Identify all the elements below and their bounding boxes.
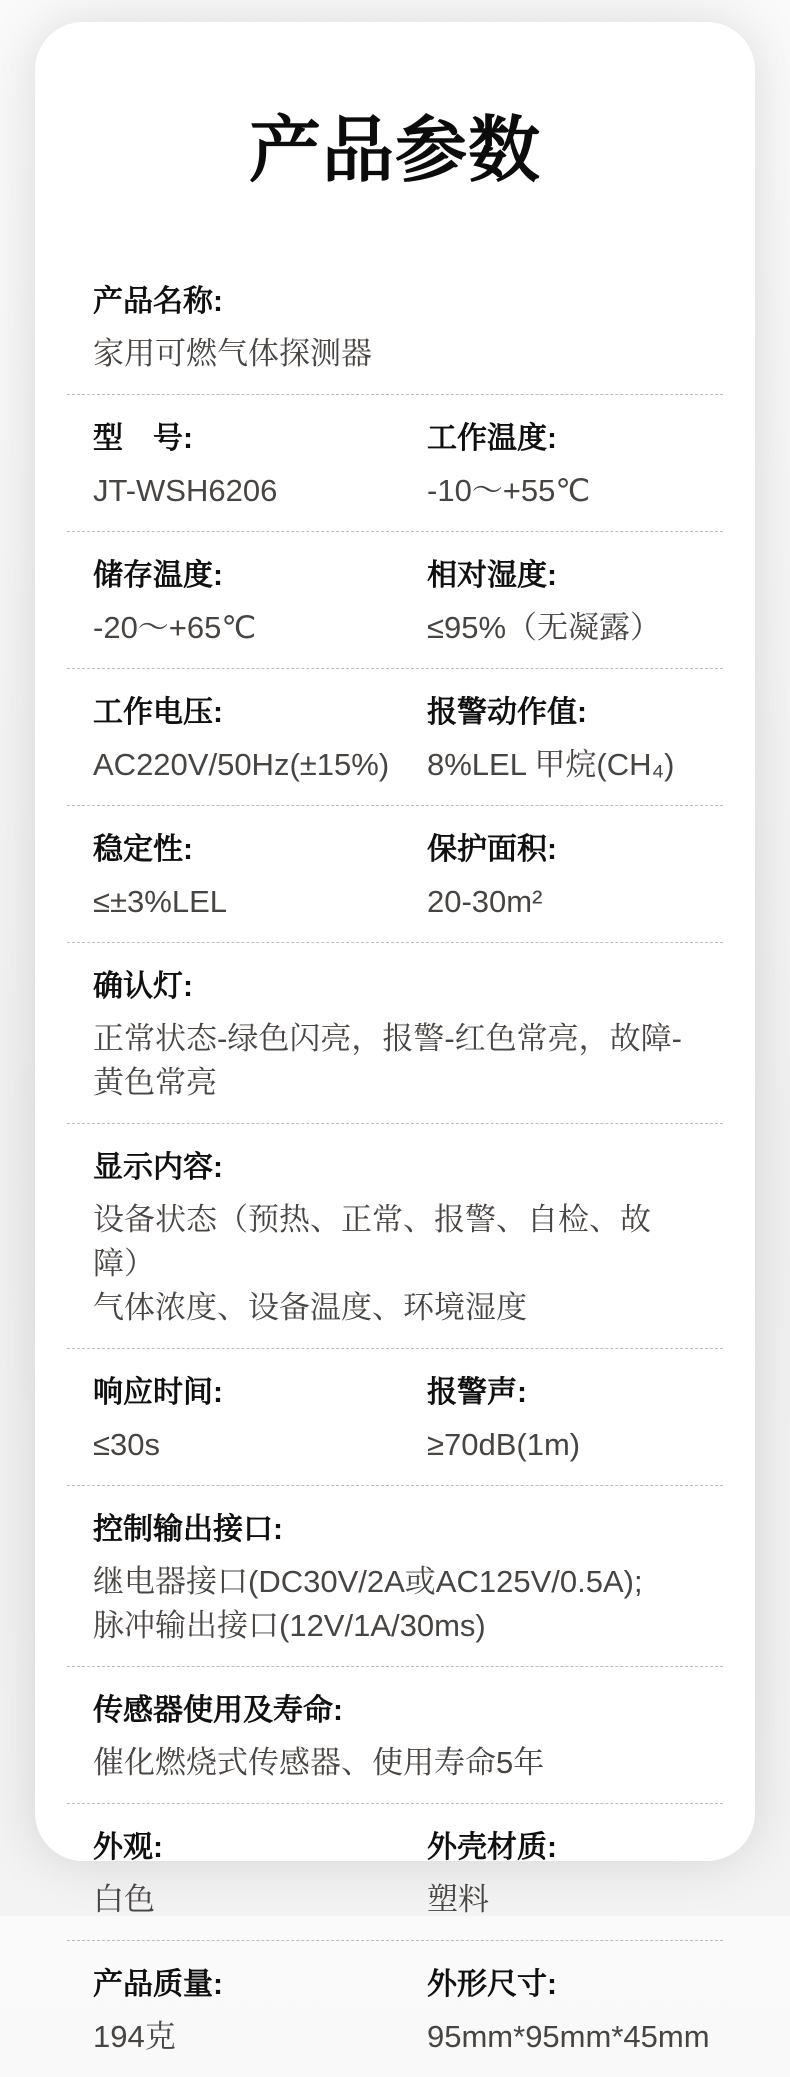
spec-cell <box>427 1967 710 2059</box>
spec-value: 20-30m² <box>427 884 543 919</box>
spec-row-storagetemp-humidity <box>67 532 723 669</box>
spec-label: 相对湿度: <box>427 559 557 592</box>
spec-cell <box>93 284 697 376</box>
spec-value: AC220V/50Hz(±15%) <box>93 747 390 782</box>
spec-label: 稳定性: <box>93 833 193 866</box>
spec-cell <box>427 695 697 787</box>
spec-cell <box>427 558 697 650</box>
spec-row-product-name <box>67 284 723 395</box>
spec-cell <box>93 1512 697 1648</box>
spec-label: 报警声: <box>427 1376 527 1409</box>
spec-row-display-content <box>67 1124 723 1349</box>
spec-value: ≤±3%LEL <box>93 884 227 919</box>
spec-row-indicator-light <box>67 943 723 1124</box>
spec-value: 194克 <box>93 2019 176 2054</box>
spec-cell <box>427 1375 697 1467</box>
spec-label: 外形尺寸: <box>427 1968 557 2001</box>
spec-cell <box>93 1375 427 1467</box>
spec-label: 工作温度: <box>427 422 557 455</box>
spec-label: 控制输出接口: <box>93 1513 283 1546</box>
spec-row-response-alarmsound <box>67 1349 723 1486</box>
spec-value-line: 设备状态（预热、正常、报警、自检、故障） <box>93 1202 651 1281</box>
spec-cell <box>93 695 427 787</box>
spec-row-appearance-material <box>67 1804 723 1941</box>
spec-value-line: 气体浓度、设备温度、环境湿度 <box>93 1290 527 1325</box>
spec-value: 塑料 <box>427 1882 489 1917</box>
spec-value: -10～+55℃ <box>427 473 591 508</box>
spec-cell <box>427 1830 697 1922</box>
page-title: 产品参数 <box>248 111 541 191</box>
spec-value: 白色 <box>93 1882 155 1917</box>
spec-label: 产品名称: <box>93 285 223 318</box>
spec-value: 正常状态-绿色闪亮，报警-红色常亮，故障-黄色常亮 <box>93 1021 682 1100</box>
spec-value: JT-WSH6206 <box>93 473 278 508</box>
spec-label: 确认灯: <box>93 970 193 1003</box>
spec-cell <box>93 1150 697 1330</box>
spec-row-stability-coverage <box>67 806 723 943</box>
spec-row-weight-dimensions <box>67 1941 723 2077</box>
spec-value: ≤30s <box>93 1427 160 1462</box>
spec-value: 95mm*95mm*45mm <box>427 2019 710 2054</box>
spec-value: 家用可燃气体探测器 <box>93 336 372 371</box>
spec-row-control-output <box>67 1486 723 1667</box>
product-params-card <box>35 22 755 2054</box>
spec-label: 显示内容: <box>93 1151 223 1184</box>
spec-cell <box>93 1967 427 2059</box>
spec-row-model-worktemp <box>67 395 723 532</box>
spec-label: 报警动作值: <box>427 696 587 729</box>
spec-table <box>67 284 723 2077</box>
spec-value: -20～+65℃ <box>93 610 257 645</box>
spec-cell <box>93 832 427 924</box>
spec-row-sensor-life <box>67 1667 723 1804</box>
spec-cell <box>93 1830 427 1922</box>
spec-cell <box>93 1693 697 1785</box>
spec-label: 响应时间: <box>93 1376 223 1409</box>
spec-label: 保护面积: <box>427 833 557 866</box>
spec-cell <box>93 558 427 650</box>
spec-label: 型 号: <box>93 422 193 455</box>
spec-cell <box>93 969 697 1105</box>
spec-label: 储存温度: <box>93 559 223 592</box>
spec-label: 产品质量: <box>93 1968 223 2001</box>
spec-label: 外壳材质: <box>427 1831 557 1864</box>
spec-label: 传感器使用及寿命: <box>93 1694 343 1727</box>
spec-row-voltage-alarmvalue <box>67 669 723 806</box>
spec-cell <box>93 421 427 513</box>
spec-cell <box>427 421 697 513</box>
spec-value: 催化燃烧式传感器、使用寿命5年 <box>93 1745 545 1780</box>
spec-label: 外观: <box>93 1831 163 1864</box>
spec-value-line: 继电器接口(DC30V/2A或AC125V/0.5A); <box>93 1564 643 1599</box>
spec-value-line: 脉冲输出接口(12V/1A/30ms) <box>93 1608 486 1643</box>
spec-cell <box>427 832 697 924</box>
spec-value: 8%LEL 甲烷(CH₄) <box>427 747 675 782</box>
spec-value: ≤95%（无凝露） <box>427 610 662 645</box>
spec-label: 工作电压: <box>93 696 223 729</box>
spec-value: ≥70dB(1m) <box>427 1427 581 1462</box>
